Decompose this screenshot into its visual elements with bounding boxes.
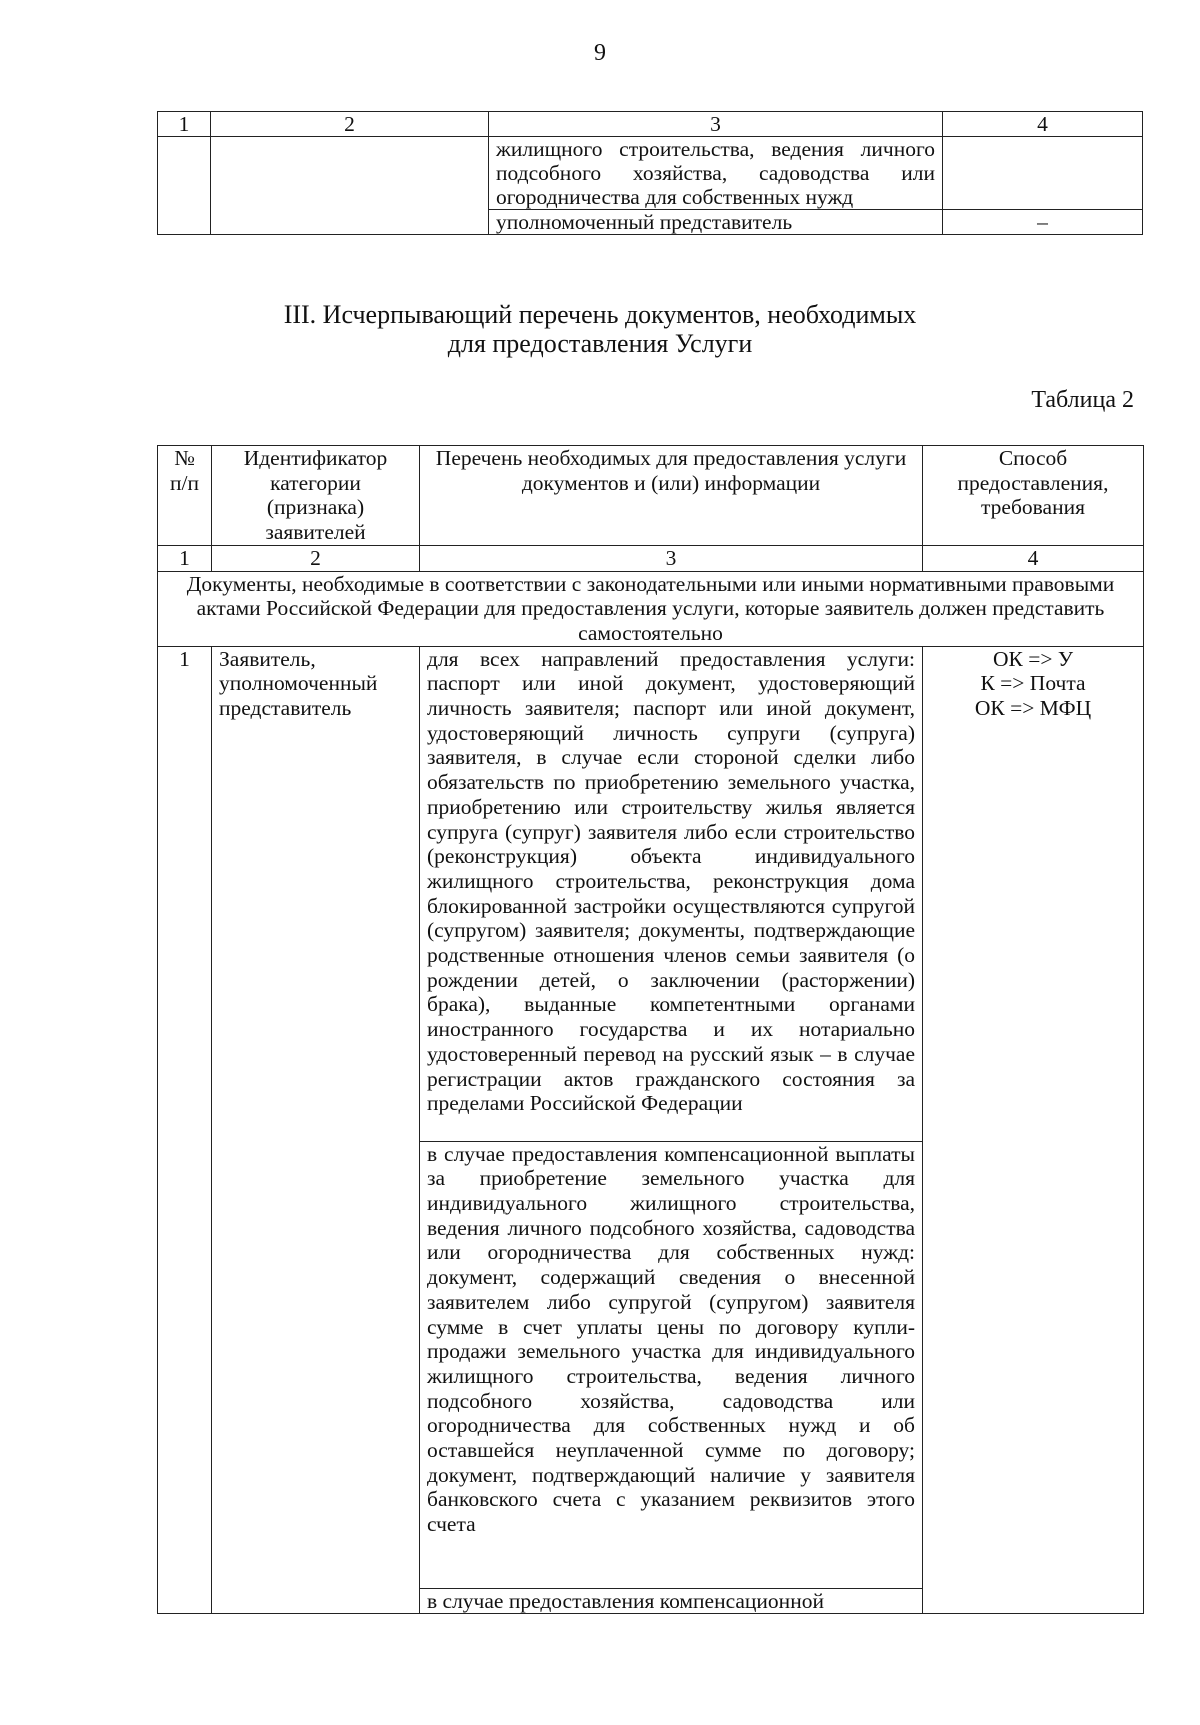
col-number-1: 1 bbox=[158, 112, 211, 137]
continued-table bbox=[157, 111, 1143, 235]
section-row bbox=[158, 571, 1144, 646]
table-row bbox=[158, 137, 1143, 210]
row-number: 1 bbox=[158, 646, 212, 1614]
documents-block: в случае предоставления компенсационной выплаты за приобретение земельного участка для индивидуального жилищного строительства, ведения личного подсобного хозяйства, садоводства или огородничества для собственных нужд: документ, содержащий сведения о внесенной заявителем либо супругой (супругом) заявителя сумме в счет уплаты цены по договору купли-продажи земельного участка для индивидуального жилищного строительства, ведения личного подсобного хозяйства, садоводства или огородничества для собственных нужд и об оставшейся неуплаченной сумме по договору; документ, подтверждающий наличие у заявителя банковского счета с указанием реквизитов этого счета bbox=[420, 1141, 923, 1588]
table-row bbox=[158, 646, 1144, 1141]
method-item: ОК => У bbox=[992, 646, 1074, 671]
header-applicant-category: Идентификатор категории (признака) заявителей bbox=[212, 446, 420, 546]
section-heading-line: III. Исчерпывающий перечень документов, необходимых bbox=[283, 300, 917, 329]
page-number: 9 bbox=[594, 40, 606, 66]
empty-cell bbox=[158, 137, 211, 235]
table-cell-text: уполномоченный представитель bbox=[489, 210, 943, 235]
empty-cell bbox=[211, 137, 489, 235]
method-item: ОК => МФЦ bbox=[974, 696, 1092, 721]
header-submission-method: Способ предоставления, требования bbox=[923, 446, 1144, 546]
submission-methods bbox=[923, 646, 1144, 1614]
col-number-3: 3 bbox=[489, 112, 943, 137]
header-number: № п/п bbox=[158, 446, 212, 546]
col-number-2: 2 bbox=[211, 112, 489, 137]
applicant-category: Заявитель, уполномоченный представитель bbox=[212, 646, 420, 1614]
header-documents-list: Перечень необходимых для предоставления услуги документов и (или) информации bbox=[420, 446, 923, 546]
col-number-1: 1 bbox=[158, 545, 212, 571]
table-cell-text: жилищного строительства, ведения личного подсобного хозяйства, садоводства или огородничества для собственных нужд bbox=[489, 137, 943, 210]
dash-cell: – bbox=[943, 210, 1143, 235]
col-number-2: 2 bbox=[212, 545, 420, 571]
method-item: К => Почта bbox=[980, 671, 1086, 696]
documents-block: для всех направлений предоставления услуги: паспорт или иной документ, удостоверяющий личность заявителя; паспорт или иной документ, удостоверяющий личность супруги (супруга) заявителя, в случае если стороной сделки либо обязательств по приобретению земельного участка, приобретению или строительству жилья является супруга (супруг) заявителя либо если строительство (реконструкция) объекта индивидуального жилищного строительства, реконструкция дома блокированной застройки осуществляются супругой (супругом) заявителя; документы, подтверждающие родственные отношения членов семьи заявителя (о рождении детей, о заключении (расторжении) брака), выданные компетентными органами иностранного государства и их нотариально удостоверенный перевод на русский язык – в случае регистрации актов гражданского состояния за пределами Российской Федерации bbox=[420, 646, 923, 1141]
col-number-4: 4 bbox=[923, 545, 1144, 571]
section-heading-line: для предоставления Услуги bbox=[447, 329, 753, 358]
col-number-3: 3 bbox=[420, 545, 923, 571]
col-number-4: 4 bbox=[943, 112, 1143, 137]
documents-table bbox=[157, 445, 1144, 1614]
empty-cell bbox=[943, 137, 1143, 210]
section-heading bbox=[0, 300, 1200, 358]
section-row-text: Документы, необходимые в соответствии с законодательными или иными нормативными правовыми актами Российской Федерации для предоставления услуги, которые заявитель должен представить самостоятельно bbox=[158, 571, 1144, 646]
table-caption: Таблица 2 bbox=[1031, 387, 1134, 413]
table-header-row bbox=[158, 446, 1144, 546]
documents-block: в случае предоставления компенсационной bbox=[420, 1588, 923, 1614]
table-header-row bbox=[158, 112, 1143, 137]
column-numbers-row bbox=[158, 545, 1144, 571]
